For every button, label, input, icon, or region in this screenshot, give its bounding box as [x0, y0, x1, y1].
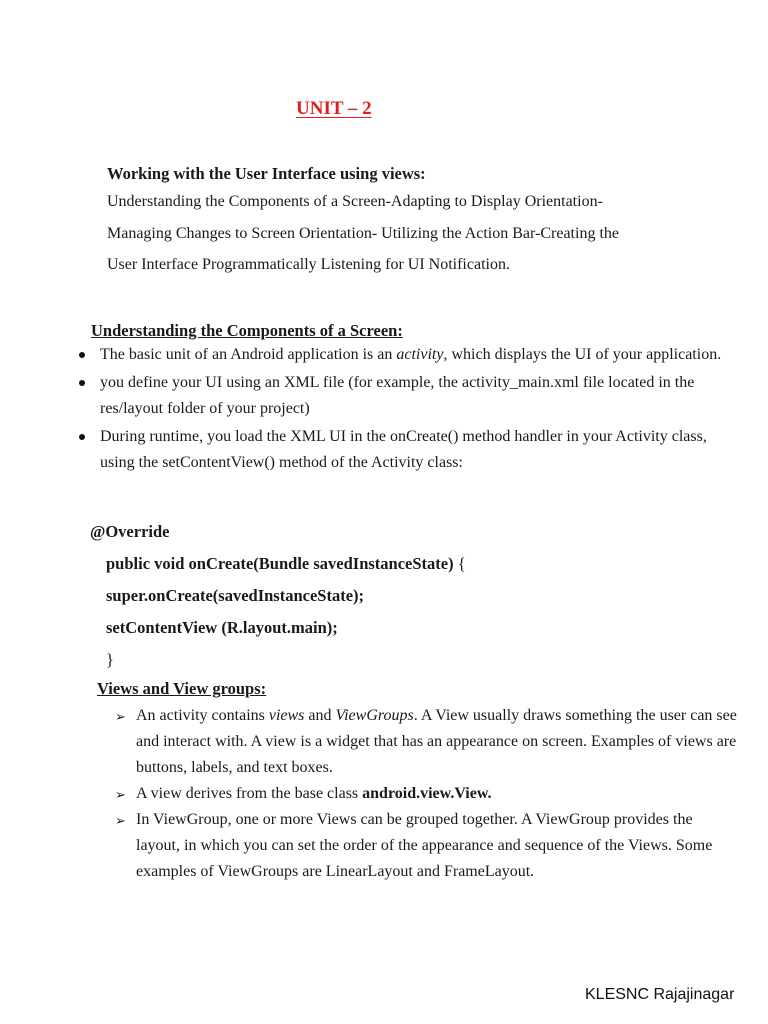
code-line: public void onCreate(Bundle savedInstanceState) { — [106, 554, 466, 573]
code-block — [90, 516, 730, 676]
views-arrow-list — [97, 703, 737, 885]
intro-text — [107, 186, 727, 281]
bullet-item: you define your UI using an XML file (for example, the activity_main.xml file located in the res/layout folder of your project) — [78, 370, 728, 422]
arrow-bullet-icon: ➢ — [115, 814, 126, 829]
code-line: setContentView (R.layout.main); — [106, 618, 338, 637]
bullet-dot-icon — [79, 352, 85, 358]
arrow-bullet-icon: ➢ — [115, 710, 126, 725]
unit-title: UNIT – 2 — [296, 98, 372, 119]
bullet-item: The basic unit of an Android application is an activity, which displays the UI of your application. — [78, 342, 728, 368]
bullet-dot-icon — [79, 434, 85, 440]
arrow-bullet-icon: ➢ — [115, 788, 126, 803]
intro-line: Understanding the Components of a Screen-Adapting to Display Orientation- — [107, 193, 603, 210]
arrow-item: ➢ An activity contains views and ViewGroups. A View usually draws something the user can see and interact with. A view is a widget that has an appearance on screen. Examples of views are buttons, labels, and text boxes. — [115, 707, 737, 776]
code-line: super.onCreate(savedInstanceState); — [106, 586, 365, 605]
bullet-dot-icon — [79, 380, 85, 386]
views-section — [97, 678, 737, 885]
components-bullet-list — [78, 342, 728, 476]
intro-line: Managing Changes to Screen Orientation- Utilizing the Action Bar-Creating the — [107, 224, 619, 242]
intro-line: User Interface Programmatically Listening for UI Notification. — [107, 256, 510, 273]
bullet-item: During runtime, you load the XML UI in the onCreate() method handler in your Activity class, using the setContentView() method of the Activity class: — [78, 424, 728, 476]
arrow-item: ➢ In ViewGroup, one or more Views can be grouped together. A ViewGroup provides the layout, in which you can set the order of the appearance and sequence of the Views. Some examples of ViewGroups are LinearLayout and FrameLayout. — [115, 811, 713, 880]
class-name: android.view.View. — [362, 785, 492, 802]
page-footer: KLESNC Rajajinagar — [585, 986, 735, 1003]
intro-section — [107, 162, 727, 281]
arrow-item: ➢ A view derives from the base class android.view.View. — [97, 781, 737, 807]
views-heading: Views and View groups: — [97, 679, 267, 698]
components-heading: Understanding the Components of a Screen: — [91, 321, 403, 340]
activity-term: activity — [396, 346, 444, 363]
code-line: @Override — [90, 522, 170, 541]
intro-heading: Working with the User Interface using views: — [107, 164, 426, 183]
components-section — [78, 320, 728, 478]
code-line: } — [106, 650, 114, 669]
